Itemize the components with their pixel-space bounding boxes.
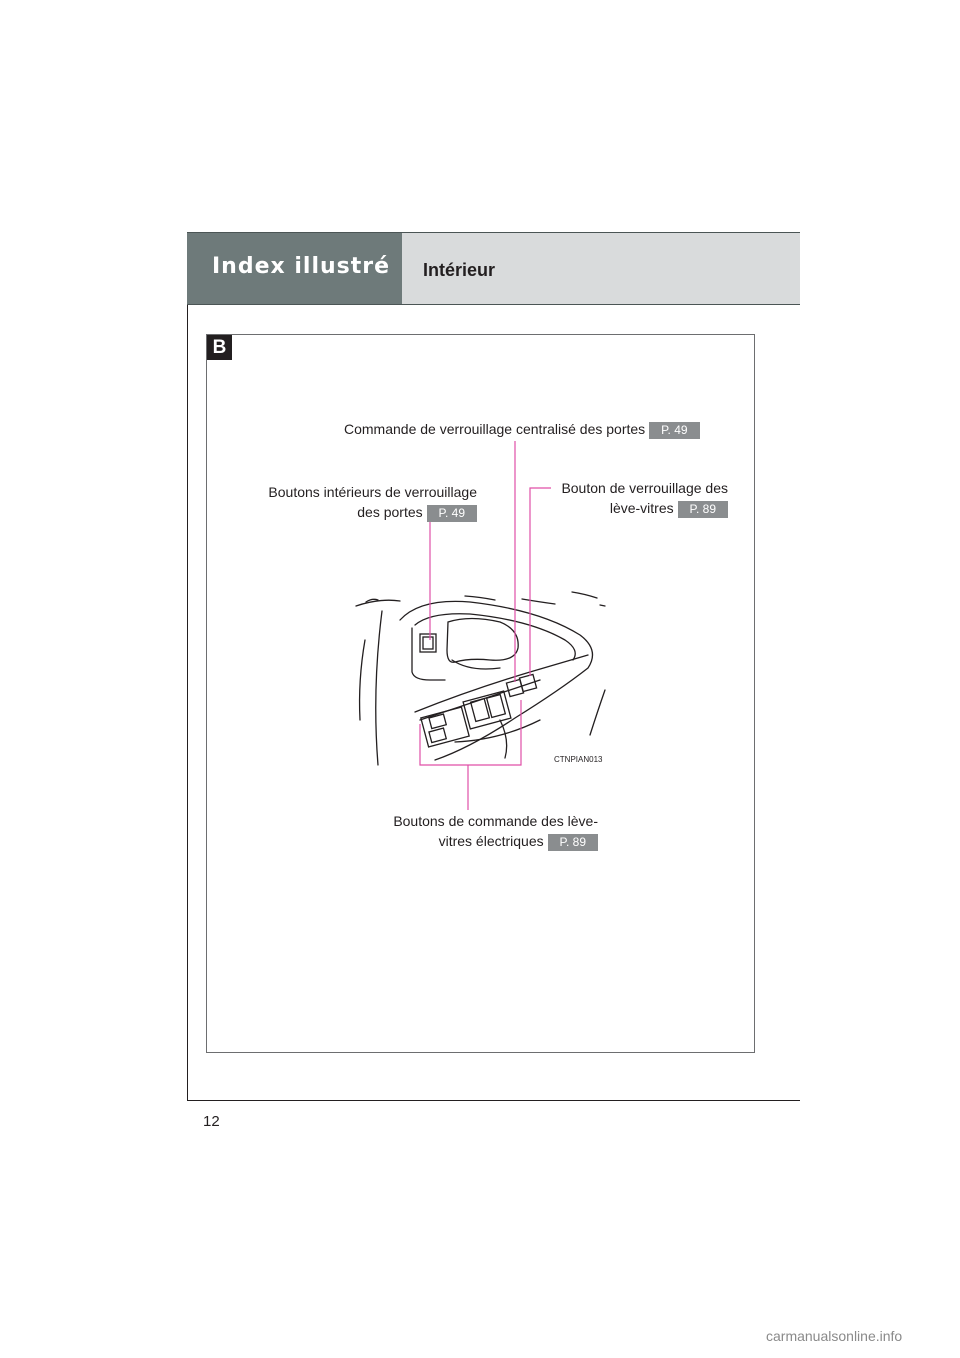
page-ref-badge: P. 49 — [649, 422, 699, 439]
callout-central-lock-text: Commande de verrouillage centralisé des portes — [344, 421, 646, 437]
page-ref-badge: P. 89 — [678, 501, 728, 518]
callout-window-lock — [552, 480, 728, 518]
callout-window-lock-line1: Bouton de verrouillage des — [561, 480, 728, 496]
callout-power-window — [384, 813, 598, 851]
page-number: 12 — [203, 1113, 220, 1130]
figure-badge: B — [207, 335, 232, 360]
page-ref-badge: P. 49 — [427, 505, 477, 522]
callout-power-window-line2: vitres électriques — [438, 833, 544, 849]
image-code: CTNPIAN013 — [554, 755, 603, 764]
section-title: Intérieur — [423, 260, 496, 280]
callout-central-lock — [344, 421, 700, 439]
callout-window-lock-line2: lève-vitres — [609, 500, 674, 516]
callout-inside-lock — [262, 484, 477, 522]
callout-power-window-line1: Boutons de commande des lève- — [393, 813, 598, 829]
callout-inside-lock-line2: des portes — [357, 504, 423, 520]
chapter-title: Index illustré — [212, 254, 391, 279]
page-ref-badge: P. 89 — [548, 834, 598, 851]
watermark: carmanualsonline.info — [766, 1328, 903, 1344]
callout-inside-lock-line1: Boutons intérieurs de verrouillage — [268, 484, 477, 500]
